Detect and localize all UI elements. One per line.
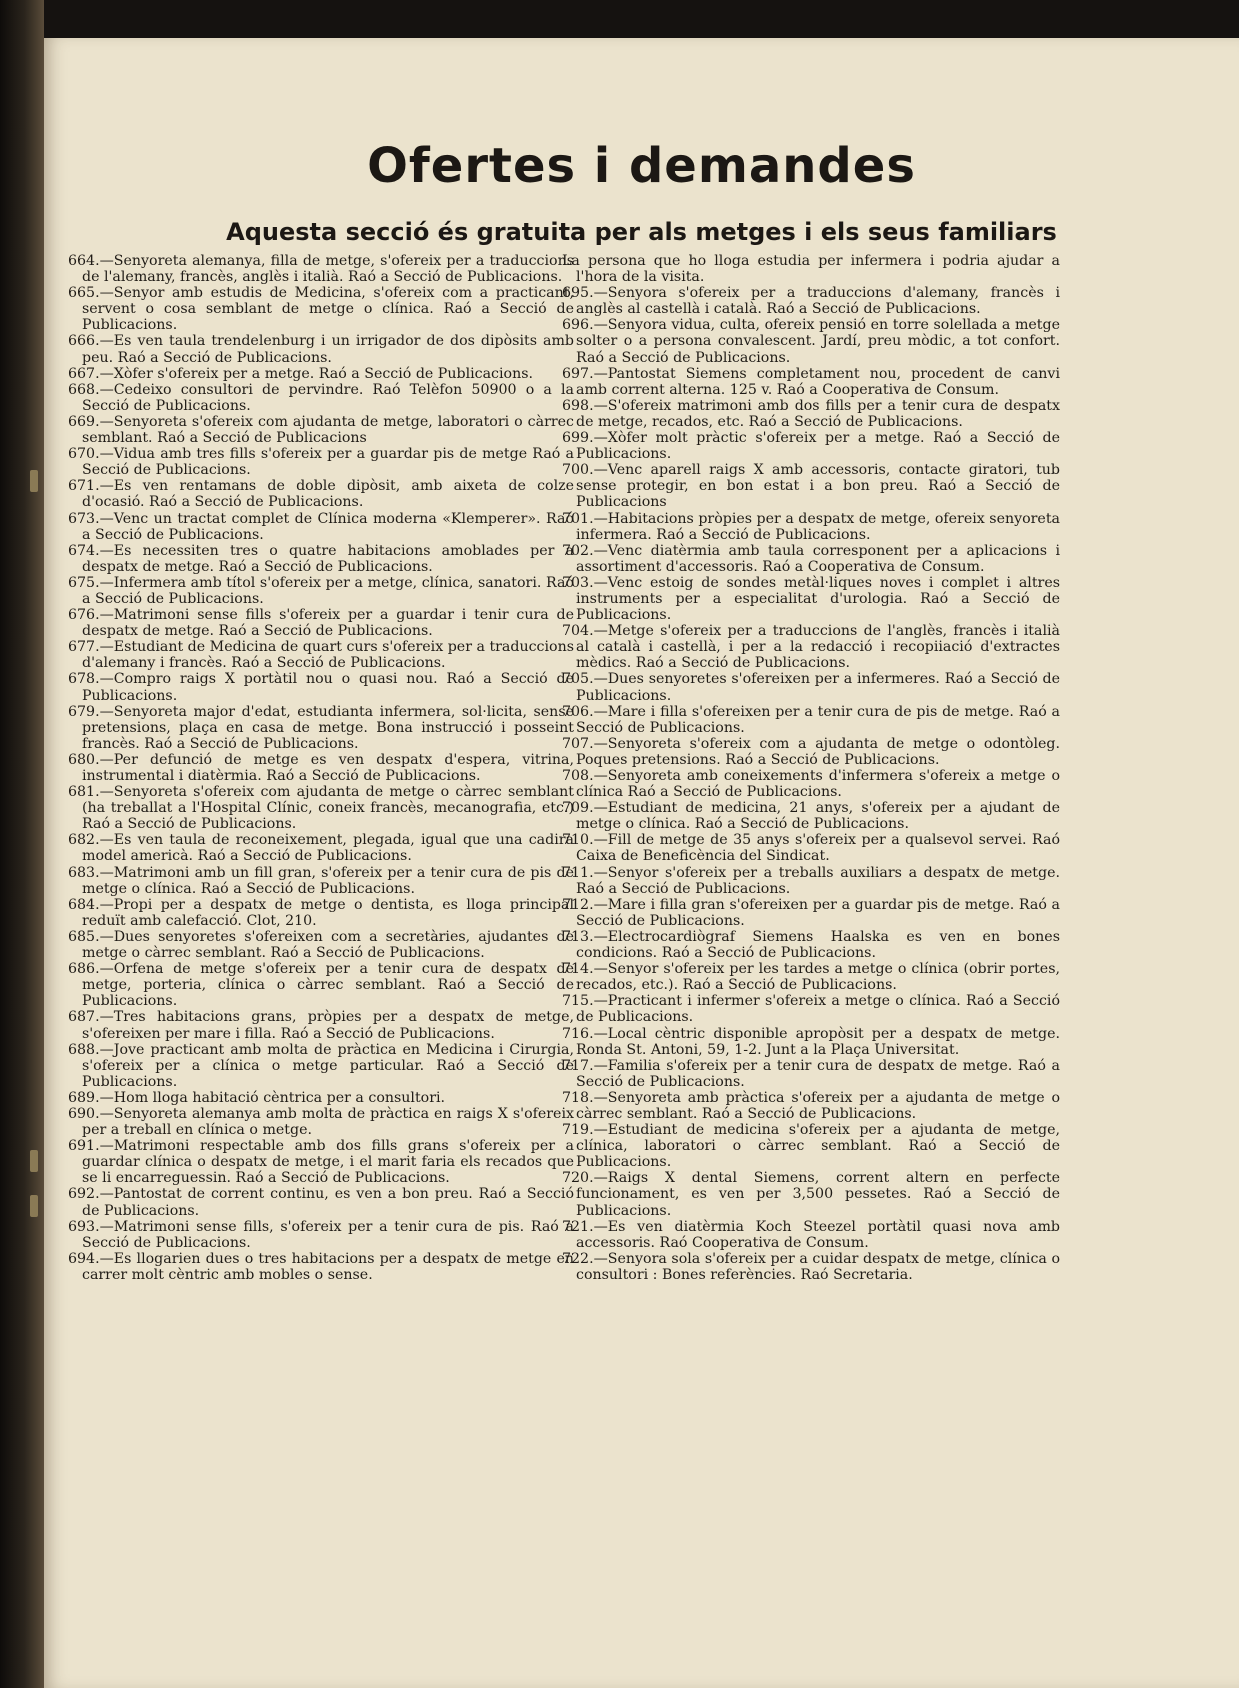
classified-entry: 719.—Estudiant de medicina s'ofereix per a ajudanta de metge, clínica, laboratori o càrrec semblant. Raó a Secció de Publicacions. (562, 1122, 1060, 1171)
classified-entry: 715.—Practicant i infermer s'ofereix a metge o clínica. Raó a Secció de Publicacions. (562, 993, 1060, 1026)
classified-entry: 680.—Per defunció de metge es ven despatx d'espera, vitrina, instrumental i diatèrmia. Raó a Secció de Publicacions. (68, 751, 574, 784)
classified-entry: 713.—Electrocardiògraf Siemens Haalska es ven en bones condicions. Raó a Secció de Publicacions. (562, 928, 1060, 962)
classified-entry: 684.—Propi per a despatx de metge o dentista, es lloga principal reduït amb calefacció. Clot, 210. (68, 896, 574, 929)
classified-entry: 701.—Habitacions pròpies per a despatx de metge, ofereix senyoreta infermera. Raó a Secció de Publicacions. (562, 510, 1060, 543)
classified-entry: 693.—Matrimoni sense fills, s'ofereix per a tenir cura de pis. Raó a Secció de Publicacions. (68, 1218, 574, 1251)
classified-entry: 679.—Senyoreta major d'edat, estudianta infermera, sol·licita, sense pretensions, plaça en casa de metge. Bona instrucció i posseint francès. Raó a Secció de Publicacions. (68, 703, 574, 752)
classified-entry: 712.—Mare i filla gran s'ofereixen per a guardar pis de metge. Raó a Secció de Publicacions. (562, 896, 1060, 929)
classified-entry: 714.—Senyor s'ofereix per les tardes a metge o clínica (obrir portes, recados, etc.). Raó a Secció de Publicacions. (562, 961, 1060, 994)
classified-entry: 698.—S'ofereix matrimoni amb dos fills per a tenir cura de despatx de metge, recados, etc. Raó a Secció de Publicacions. (562, 397, 1060, 430)
classified-entry: 721.—Es ven diatèrmia Koch Steezel portàtil quasi nova amb accessoris. Raó Cooperativa de Consum. (562, 1218, 1060, 1251)
classified-entry: 704.—Metge s'ofereix per a traduccions de l'anglès, francès i italià al català i castellà, i per a la redacció i recopiiació d'extractes mèdics. Raó a Secció de Publicacions. (562, 623, 1060, 672)
classified-entry: 710.—Fill de metge de 35 anys s'ofereix per a qualsevol servei. Raó Caixa de Beneficència del Sindicat. (562, 832, 1060, 865)
classified-entry: 685.—Dues senyoretes s'ofereixen com a secretàries, ajudantes de metge o càrrec semblant. Raó a Secció de Publicacions. (68, 928, 574, 962)
classified-entry: 696.—Senyora vidua, culta, ofereix pensió en torre solellada a metge solter o a persona convalescent. Jardí, preu mòdic, a tot confort. Raó a Secció de Publicacions. (562, 317, 1060, 366)
classified-entry: 718.—Senyoreta amb pràctica s'ofereix per a ajudanta de metge o càrrec semblant. Raó a Secció de Publicacions. (562, 1089, 1060, 1122)
classified-entry: 667.—Xòfer s'ofereix per a metge. Raó a Secció de Publicacions. (68, 365, 534, 382)
classified-entry: 690.—Senyoreta alemanya amb molta de pràctica en raigs X s'ofereix per a treball en clínica o metge. (68, 1105, 574, 1139)
classified-entry: 675.—Infermera amb títol s'ofereix per a metge, clínica, sanatori. Raó a Secció de Publicacions. (68, 574, 574, 607)
left-column (68, 253, 574, 1283)
classified-entry: 674.—Es necessiten tres o quatre habitacions amoblades per a despatx de metge. Raó a Secció de Publicacions. (68, 542, 574, 575)
classified-entry: 686.—Orfena de metge s'ofereix per a tenir cura de despatx de metge, porteria, clínica o càrrec semblant. Raó a Secció de Publicacions. (68, 961, 574, 1010)
classified-entry: 717.—Familia s'ofereix per a tenir cura de despatx de metge. Raó a Secció de Publicacions. (562, 1057, 1060, 1090)
classified-entry: 720.—Raigs X dental Siemens, corrent altern en perfecte funcionament, es ven per 3,500 pessetes. Raó a Secció de Publicacions. (562, 1170, 1060, 1219)
classified-entry: 688.—Jove practicant amb molta de pràctica en Medicina i Cirurgia, s'ofereix per a clínica o metge particular. Raó a Secció de Publicacions. (68, 1041, 574, 1090)
classified-entry: 682.—Es ven taula de reconeixement, plegada, igual que una cadira model americà. Raó a Secció de Publicacions. (68, 832, 574, 865)
binding-clip (30, 1195, 38, 1217)
classified-entry: 664.—Senyoreta alemanya, filla de metge, s'ofereix per a traduccions de l'alemany, francès, anglès i italià. Raó a Secció de Publicacions. (68, 253, 574, 286)
classified-entry: 695.—Senyora s'ofereix per a traduccions d'alemany, francès i anglès al castellà i català. Raó a Secció de Publicacions. (562, 285, 1060, 318)
classified-entry: 668.—Cedeixo consultori de pervindre. Raó Telèfon 50900 o a la Secció de Publicacions. (68, 381, 574, 414)
classified-entry: 670.—Vidua amb tres fills s'ofereix per a guardar pis de metge Raó a Secció de Publicacions. (68, 446, 574, 479)
classified-entry: 702.—Venc diatèrmia amb taula corresponent per a aplicacions i assortiment d'accessoris. Raó a Cooperativa de Consum. (562, 542, 1060, 575)
classified-entry: 692.—Pantostat de corrent continu, es ven a bon preu. Raó a Secció de Publicacions. (68, 1186, 574, 1219)
classified-entry: 708.—Senyoreta amb coneixements d'infermera s'ofereix a metge o clínica Raó a Secció de Publicacions. (562, 768, 1060, 801)
scan-background (44, 0, 1239, 38)
classified-entry: 697.—Pantostat Siemens completament nou, procedent de canvi amb corrent alterna. 125 v. Raó a Cooperativa de Consum. (562, 365, 1060, 398)
classified-entry: 676.—Matrimoni sense fills s'ofereix per a guardar i tenir cura de despatx de metge. Raó a Secció de Publicacions. (68, 607, 574, 640)
right-column (562, 253, 1060, 1283)
classified-entry: 683.—Matrimoni amb un fill gran, s'ofereix per a tenir cura de pis de metge o clínica. Raó a Secció de Publicacions. (68, 864, 574, 897)
classified-entry: 706.—Mare i filla s'ofereixen per a tenir cura de pis de metge. Raó a Secció de Publicacions. (562, 703, 1060, 736)
classified-entry: 711.—Senyor s'ofereix per a treballs auxiliars a despatx de metge. Raó a Secció de Publicacions. (562, 864, 1060, 897)
classified-entry: 671.—Es ven rentamans de doble dipòsit, amb aixeta de colze d'ocasió. Raó a Secció de Publicacions. (68, 478, 574, 511)
classified-entry: 694.—Es llogarien dues o tres habitacions per a despatx de metge en carrer molt cèntric amb mobles o sense. (68, 1250, 574, 1283)
binding-clip (30, 1150, 38, 1172)
binding-clip (30, 470, 38, 492)
classified-entry: 703.—Venc estoig de sondes metàl·liques noves i complet i altres instruments per a especialitat d'urologia. Raó a Secció de Publicacions. (562, 574, 1060, 624)
classified-entry: 665.—Senyor amb estudis de Medicina, s'ofereix com a practicant, servent o cosa semblant de metge o clínica. Raó a Secció de Publicacions. (68, 285, 574, 334)
classified-entry: 707.—Senyoreta s'ofereix com a ajudanta de metge o odontòleg. Poques pretensions. Raó a Secció de Publicacions. (562, 735, 1060, 768)
classified-entry: 677.—Estudiant de Medicina de quart curs s'ofereix per a traduccions d'alemany i francès. Raó a Secció de Publicacions. (68, 639, 574, 672)
classified-entry: 689.—Hom lloga habitació cèntrica per a consultori. (68, 1089, 446, 1106)
classified-entry: 716.—Local cèntric disponible apropòsit per a despatx de metge. Ronda St. Antoni, 59, 1-2. Junt a la Plaça Universitat. (562, 1025, 1060, 1058)
classified-entry: 673.—Venc un tractat complet de Clínica moderna «Klemperer». Raó a Secció de Publicacions. (68, 510, 574, 543)
book-spine (0, 0, 44, 1688)
classified-entry: La persona que ho lloga estudia per infermera i podria ajudar a l'hora de la visita. (562, 253, 1060, 286)
classified-entry: 705.—Dues senyoretes s'ofereixen per a infermeres. Raó a Secció de Publicacions. (562, 671, 1060, 704)
classified-entry: 700.—Venc aparell raigs X amb accessoris, contacte giratori, tub sense protegir, en bon estat i a bon preu. Raó a Secció de Publicacions (562, 462, 1060, 511)
classified-entry: 687.—Tres habitacions grans, pròpies per a despatx de metge, s'ofereixen per mare i filla. Raó a Secció de Publicacions. (68, 1009, 574, 1042)
page-subtitle: Aquesta secció és gratuita per als metges i els seus familiars (226, 218, 1057, 246)
page-title: Ofertes i demandes (367, 138, 916, 194)
classified-entry: 691.—Matrimoni respectable amb dos fills grans s'ofereix per a guardar clínica o despatx de metge, i el marit faria els recados que se li encarreguessin. Raó a Secció de Publicacions. (68, 1138, 574, 1187)
classified-entry: 666.—Es ven taula trendelenburg i un irrigador de dos dipòsits amb peu. Raó a Secció de Publicacions. (68, 333, 574, 366)
classified-entry: 699.—Xòfer molt pràctic s'ofereix per a metge. Raó a Secció de Publicacions. (562, 430, 1060, 463)
classified-entry: 678.—Compro raigs X portàtil nou o quasi nou. Raó a Secció de Publicacions. (68, 671, 574, 704)
classified-entry: 709.—Estudiant de medicina, 21 anys, s'ofereix per a ajudant de metge o clínica. Raó a Secció de Publicacions. (562, 800, 1060, 833)
classified-entry: 722.—Senyora sola s'ofereix per a cuidar despatx de metge, clínica o consultori : Bones referències. Raó Secretaria. (562, 1250, 1060, 1283)
classified-entry: 681.—Senyoreta s'ofereix com ajudanta de metge o càrrec semblant (ha treballat a l'Hospital Clínic, coneix francès, mecanografia, etc.) Raó a Secció de Publicacions. (68, 784, 574, 833)
classified-entry: 669.—Senyoreta s'ofereix com ajudanta de metge, laboratori o càrrec semblant. Raó a Secció de Publicacions (68, 413, 574, 447)
